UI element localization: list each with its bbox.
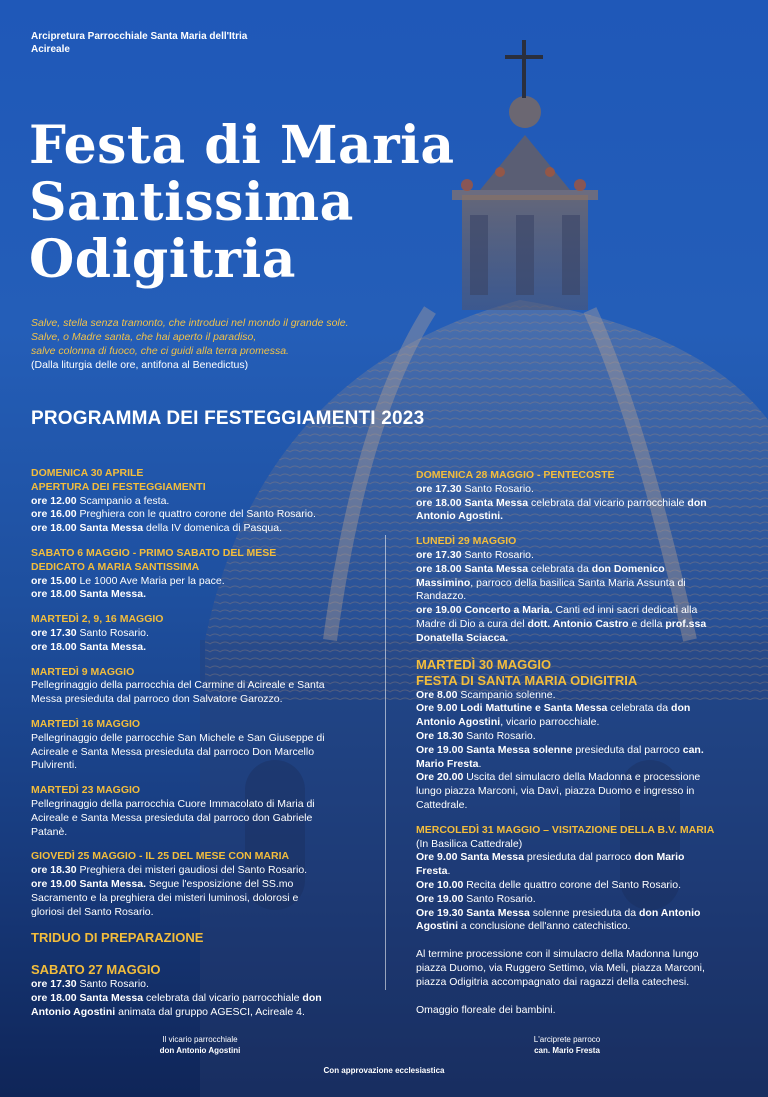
event-martedi-30-maggio bbox=[416, 657, 756, 813]
event-line: Massimino, parroco della basilica Santa Maria Assunta di bbox=[416, 576, 686, 589]
quote-line-3: salve colonna di fuoco, che ci guidi alla terra promessa. bbox=[31, 345, 289, 357]
organization-line-1: Arcipretura Parrocchiale Santa Maria dell'Itria bbox=[31, 31, 248, 42]
left-column bbox=[31, 467, 376, 1031]
organization-name bbox=[31, 30, 247, 56]
closing-notes bbox=[416, 948, 756, 1017]
event-subheading: APERTURA DEI FESTEGGIAMENTI bbox=[31, 480, 206, 493]
event-line: Pellegrinaggio della parrocchia del Carmine di Acireale e Santa bbox=[31, 679, 325, 692]
event-martedi-23-maggio bbox=[31, 784, 376, 839]
event-line: ore 18.00 Santa Messa celebrata dal vicario parrocchiale don bbox=[416, 496, 707, 509]
quote-source: (Dalla liturgia delle ore, antifona al Benedictus) bbox=[31, 359, 249, 371]
event-martedi-16-maggio bbox=[31, 718, 376, 773]
signature-role: L'arciprete parroco bbox=[533, 1035, 601, 1044]
event-giovedi-25-maggio bbox=[31, 850, 376, 919]
organization-line-2: Acireale bbox=[31, 44, 70, 55]
event-line: ore 18.30 Preghiera dei misteri gaudiosi del Santo Rosario. bbox=[31, 864, 308, 877]
event-line: ore 12.00 Scampanio a festa. bbox=[31, 494, 170, 507]
event-line: (In Basilica Cattedrale) bbox=[416, 837, 523, 850]
event-subheading: DEDICATO A MARIA SANTISSIMA bbox=[31, 560, 200, 573]
event-line: Madre di Dio a cura del dott. Antonio Castro e della prof.ssa bbox=[416, 617, 707, 630]
closing-line: Al termine processione con il simulacro della Madonna lungo bbox=[416, 948, 699, 961]
column-divider bbox=[385, 535, 386, 990]
event-sabato-6-maggio bbox=[31, 547, 376, 602]
event-line: Ore 10.00 Recita delle quattro corone del Santo Rosario. bbox=[416, 878, 682, 891]
event-line: Pulvirenti. bbox=[31, 759, 78, 772]
event-line: Pellegrinaggio delle parrocchie San Michele e San Giuseppe di bbox=[31, 731, 325, 744]
event-line: Mario Fresta. bbox=[416, 757, 482, 770]
event-line: ore 19.00 Concerto a Maria. Canti ed inni sacri dedicati alla bbox=[416, 604, 698, 617]
title-line-3: Odigitria bbox=[29, 229, 296, 290]
event-line: Donatella Sciacca. bbox=[416, 631, 509, 644]
event-line: Agostini a conclusione dell'anno catechistico. bbox=[416, 920, 631, 933]
quote-line-1: Salve, stella senza tramonto, che introduci nel mondo il grande sole. bbox=[31, 317, 349, 329]
event-line: Antonio Agostini, vicario parrocchiale. bbox=[416, 716, 600, 729]
event-heading: DOMENICA 28 MAGGIO - PENTECOSTE bbox=[416, 469, 615, 481]
event-heading: MARTEDÌ 23 MAGGIO bbox=[31, 784, 141, 797]
signature-name: don Antonio Agostini bbox=[159, 1046, 241, 1055]
event-line: Randazzo. bbox=[416, 590, 467, 603]
event-line: Ore 18.30 Santo Rosario. bbox=[416, 729, 536, 742]
page-title bbox=[29, 117, 455, 288]
right-column bbox=[416, 469, 756, 1028]
event-line: Acireale e Santa Messa presieduta dal parroco don Gabriele bbox=[31, 811, 313, 824]
event-heading: LUNEDÌ 29 MAGGIO bbox=[416, 535, 517, 548]
event-line: ore 17.30 Santo Rosario. bbox=[416, 482, 534, 495]
event-heading: SABATO 6 MAGGIO - PRIMO SABATO DEL MESE bbox=[31, 546, 277, 559]
event-line: Fresta. bbox=[416, 865, 451, 878]
closing-line: piazza Duomo, via Ruggero Settimo, via Meli, piazza Marconi, bbox=[416, 961, 705, 974]
program-title: PROGRAMMA DEI FESTEGGIAMENTI 2023 bbox=[31, 408, 425, 429]
title-line-2: Santissima bbox=[29, 172, 354, 233]
event-line: ore 17.30 Santo Rosario. bbox=[416, 548, 534, 561]
signature-role: Il vicario parrocchiale bbox=[162, 1035, 238, 1044]
event-line: lungo piazza Marconi, via Davì, piazza Duomo e ingresso in bbox=[416, 785, 695, 798]
event-line: ore 18.00 Santa Messa celebrata da don Domenico bbox=[416, 562, 665, 575]
title-line-1: Festa di Maria bbox=[29, 115, 455, 176]
quote-line-2: Salve, o Madre santa, che hai aperto il paradiso, bbox=[31, 331, 257, 343]
event-martedi-2-9-16-maggio bbox=[31, 613, 376, 654]
closing-line: Omaggio floreale dei bambini. bbox=[416, 1003, 556, 1016]
event-sabato-27-maggio bbox=[31, 962, 376, 1019]
event-mercoledi-31-maggio bbox=[416, 824, 756, 934]
event-line: Sacramento e la preghiera dei misteri luminosi, dolorosi e bbox=[31, 891, 299, 904]
triduo-heading: TRIDUO DI PREPARAZIONE bbox=[31, 930, 204, 946]
event-heading: SABATO 27 MAGGIO bbox=[31, 962, 161, 978]
event-line: Messa presieduta dal parroco don Salvatore Garozzo. bbox=[31, 693, 283, 706]
event-line: ore 16.00 Preghiera con le quattro corone del Santo Rosario. bbox=[31, 508, 316, 521]
event-line: ore 15.00 Le 1000 Ave Maria per la pace. bbox=[31, 574, 225, 587]
signature-name: can. Mario Fresta bbox=[534, 1046, 600, 1055]
event-line: Patanè. bbox=[31, 825, 68, 838]
event-line: Ore 9.00 Santa Messa presieduta dal parroco don Mario bbox=[416, 851, 685, 864]
event-line: ore 17.30 Santo Rosario. bbox=[31, 626, 149, 639]
signature-vicar bbox=[120, 1034, 280, 1056]
event-line: Ore 19.30 Santa Messa solenne presieduta da don Antonio bbox=[416, 906, 701, 919]
event-line: Antonio Agostini. bbox=[416, 510, 504, 523]
event-line: Ore 19.00 Santa Messa solenne presieduta dal parroco can. bbox=[416, 743, 704, 756]
event-heading: GIOVEDÌ 25 MAGGIO - IL 25 DEL MESE CON MARIA bbox=[31, 850, 290, 863]
event-martedi-9-maggio bbox=[31, 666, 376, 707]
event-line: gloriosi del Santo Rosario. bbox=[31, 905, 154, 918]
signature-archpriest bbox=[487, 1034, 647, 1056]
event-line: Cattedrale. bbox=[416, 798, 468, 811]
event-line: Ore 9.00 Lodi Mattutine e Santa Messa celebrata da don bbox=[416, 702, 691, 715]
event-line: ore 18.00 Santa Messa. bbox=[31, 640, 146, 653]
event-line: Ore 20.00 Uscita del simulacro della Madonna e processione bbox=[416, 771, 701, 784]
event-line: ore 19.00 Santa Messa. Segue l'esposizione del SS.mo bbox=[31, 877, 294, 890]
quote-block bbox=[31, 316, 349, 372]
event-subheading: FESTA DI SANTA MARIA ODIGITRIA bbox=[416, 672, 638, 688]
event-line: ore 18.00 Santa Messa celebrata dal vicario parrocchiale don bbox=[31, 992, 322, 1005]
event-heading: MARTEDÌ 2, 9, 16 MAGGIO bbox=[31, 613, 164, 626]
event-heading: MERCOLEDÌ 31 MAGGIO – VISITAZIONE DELLA B.V. MARIA bbox=[416, 823, 715, 836]
ecclesiastical-approval: Con approvazione ecclesiastica bbox=[323, 1066, 445, 1075]
closing-line: piazza Odigitria accompagnato dai ragazzi della catechesi. bbox=[416, 975, 690, 988]
event-line: Antonio Agostini animata dal gruppo AGESCI, Acireale 4. bbox=[31, 1005, 305, 1018]
event-heading: MARTEDÌ 9 MAGGIO bbox=[31, 665, 135, 678]
event-domenica-28-maggio bbox=[416, 469, 756, 524]
event-line: Ore 8.00 Scampanio solenne. bbox=[416, 688, 556, 701]
event-heading: MARTEDÌ 16 MAGGIO bbox=[31, 717, 141, 730]
event-heading: MARTEDÌ 30 MAGGIO bbox=[416, 656, 552, 672]
event-domenica-30-aprile bbox=[31, 467, 376, 536]
event-heading: DOMENICA 30 APRILE bbox=[31, 467, 144, 479]
event-lunedi-29-maggio bbox=[416, 535, 756, 645]
event-line: Pellegrinaggio della parrocchia Cuore Immacolato di Maria di bbox=[31, 797, 315, 810]
event-line: ore 17.30 Santo Rosario. bbox=[31, 978, 149, 991]
event-line: Ore 19.00 Santo Rosario. bbox=[416, 892, 536, 905]
event-line: Acireale e Santa Messa presieduta dal parroco Don Marcello bbox=[31, 745, 315, 758]
event-line: ore 18.00 Santa Messa della IV domenica di Pasqua. bbox=[31, 522, 283, 535]
event-line: ore 18.00 Santa Messa. bbox=[31, 588, 146, 601]
